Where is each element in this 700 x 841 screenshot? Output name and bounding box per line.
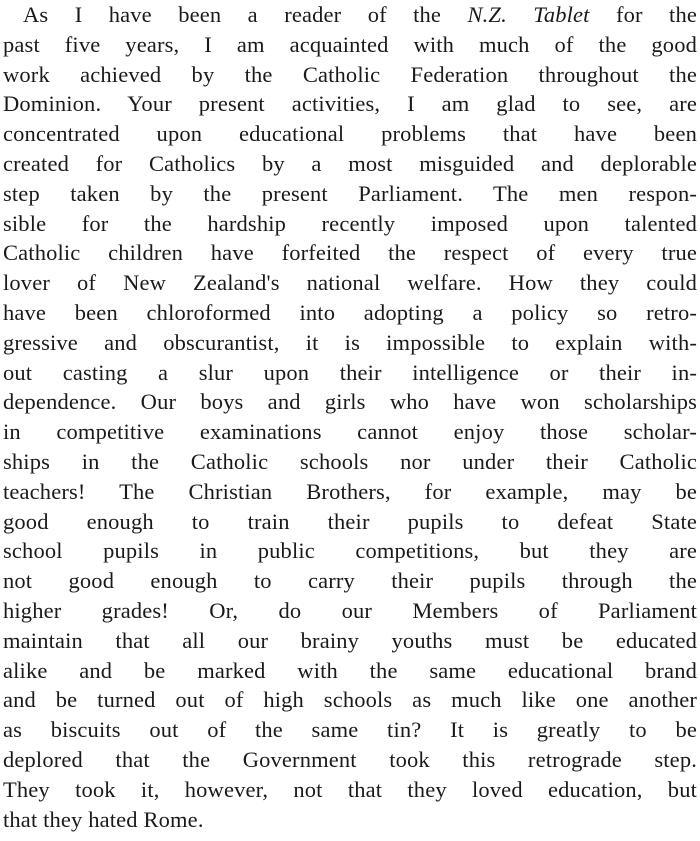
paragraph-line: deplored that the Government took this retrograde step. (3, 746, 697, 772)
document-page (3, 0, 697, 834)
paragraph-line: As I have been a reader of the N.Z. Tablet for the (23, 2, 697, 27)
paragraph-line: work achieved by the Catholic Federation throughout the (3, 61, 697, 87)
paragraph-line: maintain that all our brainy youths must be educated (3, 627, 697, 653)
paragraph-line: teachers! The Christian Brothers, for example, may be (3, 478, 697, 504)
paragraph-line: dependence. Our boys and girls who have won scholarships (3, 389, 697, 415)
paragraph-line: past five years, I am acquainted with much of the good (3, 31, 697, 57)
paragraph-line: lover of New Zealand's national welfare. How they could (3, 270, 697, 296)
paragraph-line: in competitive examinations cannot enjoy those scholar- (3, 419, 697, 445)
paragraph-line: created for Catholics by a most misguided and deplorable (3, 150, 697, 176)
paragraph-line: have been chloroformed into adopting a policy so retro- (3, 299, 697, 325)
paragraph-line: alike and be marked with the same educational brand (3, 657, 697, 683)
paragraph-line: step taken by the present Parliament. The men respon- (3, 180, 697, 206)
paragraph-line: Dominion. Your present activities, I am glad to see, are (3, 91, 697, 117)
paragraph-line: concentrated upon educational problems that have been (3, 121, 697, 147)
paragraph-line: and be turned out of high schools as much like one another (3, 687, 697, 713)
paragraph-line-last: that they hated Rome. (3, 806, 204, 832)
paragraph-line: higher grades! Or, do our Members of Parliament (3, 597, 697, 623)
paragraph-line: ships in the Catholic schools nor under their Catholic (3, 448, 697, 474)
paragraph-line: sible for the hardship recently imposed upon talented (3, 210, 697, 236)
paragraph-line: as biscuits out of the same tin? It is greatly to be (3, 717, 697, 743)
paragraph-line: school pupils in public competitions, but they are (3, 538, 697, 564)
paragraph-line: gressive and obscurantist, it is impossible to explain with- (3, 329, 697, 355)
paragraph-line: not good enough to carry their pupils through the (3, 568, 697, 594)
paragraph-line: They took it, however, not that they loved education, but (3, 776, 697, 802)
paragraph-line: Catholic children have forfeited the respect of every true (3, 240, 697, 266)
paragraph-line: good enough to train their pupils to defeat State (3, 508, 697, 534)
publication-title: N.Z. Tablet (467, 2, 590, 27)
paragraph-line: out casting a slur upon their intelligence or their in- (3, 359, 697, 385)
